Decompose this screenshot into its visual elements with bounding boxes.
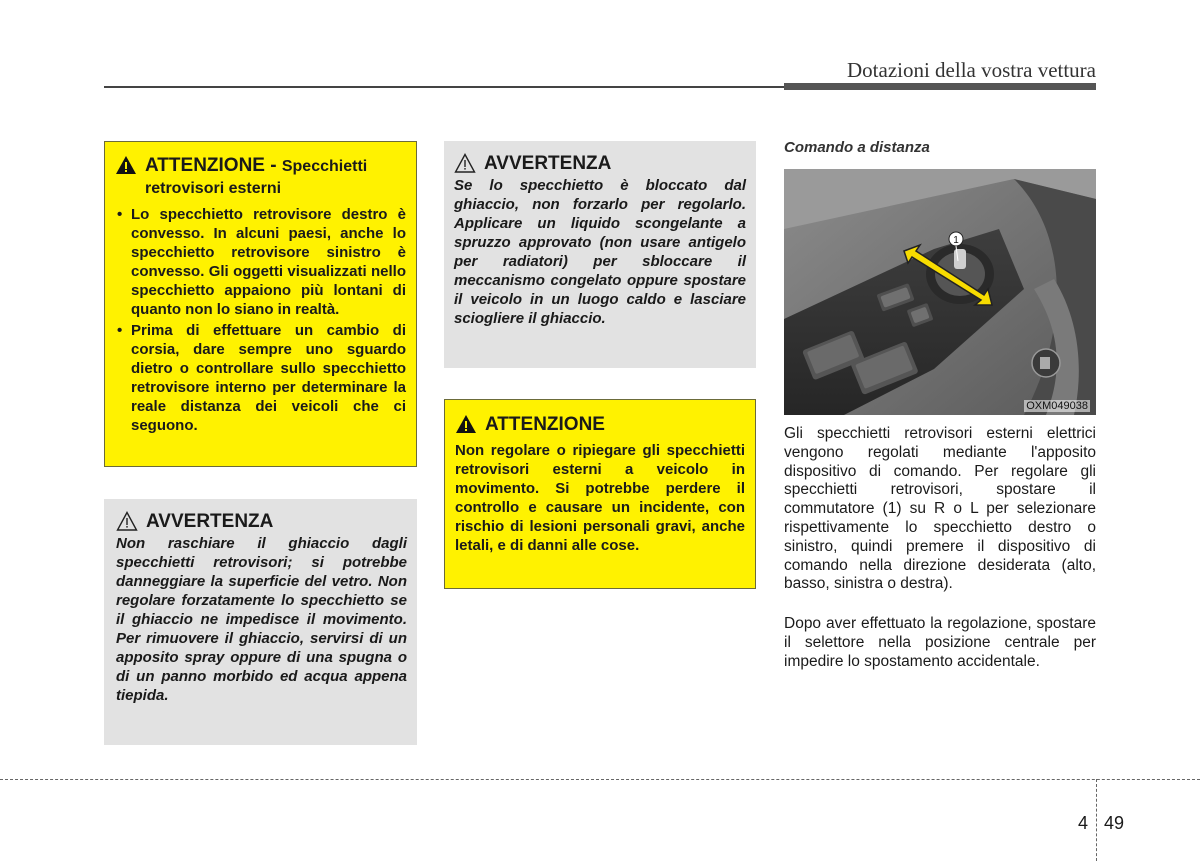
warning-box-title — [454, 153, 746, 174]
warning-box-ice-scraping — [104, 499, 417, 745]
mirror-control-illustration — [784, 169, 1096, 415]
chapter-number: 4 — [1078, 813, 1089, 833]
header-rule — [104, 86, 784, 88]
warning-box-title — [116, 511, 407, 532]
remote-control-paragraph-2: Dopo aver effettuato la regolazione, spostare il selettore nella posizione centrale per impedire lo spostamento accidentale. — [784, 615, 1096, 670]
caution-box-title — [455, 414, 745, 435]
list-item: • Prima di effettuare un cambio di corsia, dare sempre uno sguardo dietro o controllare sullo specchietto retrovisore interno per determinare la reale distanza dei veicoli che ci seguono. — [115, 321, 406, 435]
photo-caption: OXM049038 — [1026, 400, 1088, 412]
mirror-control-photo — [784, 169, 1096, 415]
caution-body-text: Non regolare o ripiegare gli specchietti retrovisori esterni a veicolo in movimento. Si potrebbe perdere il controllo e causare un incidente, con rischio di lesioni personali gravi, anche letali, e di danni alle cose. — [455, 442, 745, 554]
caution-bullet-list — [115, 205, 406, 435]
warning-title-text: AVVERTENZA — [146, 511, 274, 532]
caution-title-sub: Specchietti — [281, 158, 368, 175]
warning-box-frozen-mirror — [444, 141, 756, 368]
list-item: • Lo specchietto retrovisore destro è convesso. In alcuni paesi, anche lo specchietto retrovisore sinistro è convesso. Gli oggetti visualizzati nello specchietto appaiono più lontani di quanto non lo siano in realtà. — [115, 205, 406, 319]
caution-title-text: ATTENZIONE — [485, 414, 605, 435]
section-heading-remote-control: Comando a distanza — [784, 139, 930, 156]
warning-triangle-icon — [454, 153, 476, 173]
remote-control-paragraph-1: Gli specchietti retrovisori esterni elettrici vengono regolati mediante l'apposito dispositivo di comando. Per regolare gli specchietti retrovisori, spostare il commutatore (1) su R o L per selezionare rispettivamente lo specchietto destro o sinistro, quindi premere il dispositivo di comando nella direzione desiderata (alto, basso, sinistra o destra). — [784, 425, 1096, 593]
footer-vertical-dashed-rule — [1096, 779, 1097, 861]
page-header-title: Dotazioni della vostra vettura — [847, 58, 1096, 82]
caution-box-moving-vehicle — [444, 399, 756, 589]
caution-box-title — [115, 155, 406, 199]
warning-title-text: AVVERTENZA — [484, 153, 612, 174]
caution-title-line2: retrovisori esterni — [145, 180, 282, 197]
header-rule-thick — [784, 83, 1096, 90]
photo-callout-number: 1 — [953, 235, 959, 246]
warning-body-text: Se lo specchietto è bloccato dal ghiaccio, non forzarlo per regolarlo. Applicare un liquido scongelante a spruzzo approvato (non usare antigelo per radiatori) per sbloccare il meccanismo congelato oppure spostare il veicolo in un luogo caldo e lasciare sciogliere il ghiaccio. — [454, 177, 746, 327]
page-number: 49 — [1104, 813, 1125, 833]
caution-title-main: ATTENZIONE - — [145, 155, 282, 176]
warning-triangle-icon — [455, 414, 477, 434]
footer-dashed-rule — [0, 779, 1200, 780]
caution-box-outside-mirrors — [104, 141, 417, 467]
warning-body-text: Non raschiare il ghiaccio dagli specchietti retrovisori; si potrebbe danneggiare la superficie del vetro. Non regolare forzatamente lo specchietto se il ghiaccio ne impedisce il movimento. Per rimuovere il ghiaccio, servirsi di un apposito spray oppure di una spugna o di un panno morbido ed acqua appena tiepida. — [116, 535, 407, 704]
warning-triangle-icon — [116, 511, 138, 531]
warning-triangle-icon — [115, 155, 137, 175]
